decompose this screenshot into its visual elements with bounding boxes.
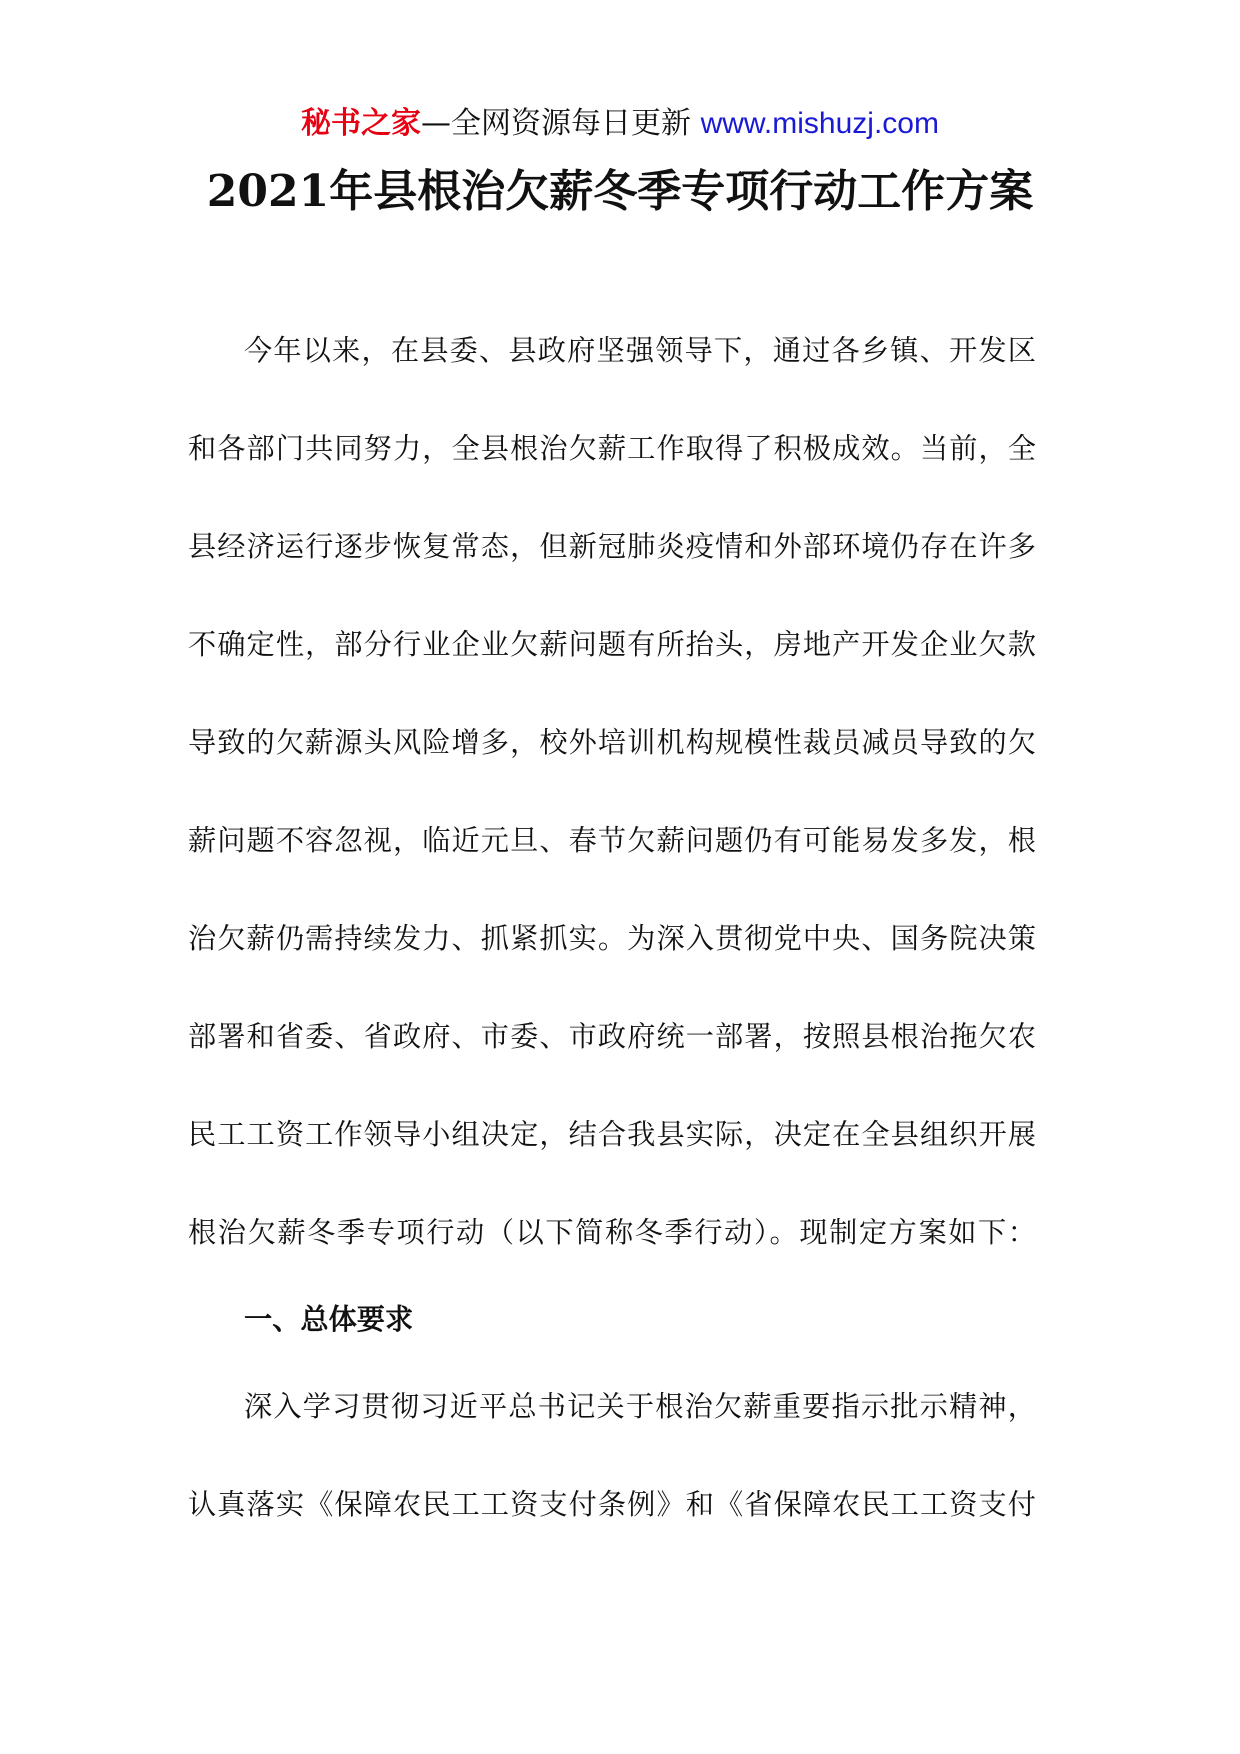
paragraph-line: 认真落实《保障农民工工资支付条例》和《省保障农民工工资支付 <box>188 1488 1036 1521</box>
paragraph-line: 部署和省委、省政府、市委、市政府统一部署，按照县根治拖欠农 <box>188 1020 1036 1053</box>
site-brand: 秘书之家 <box>301 106 422 141</box>
section-heading: 一、总体要求 <box>244 1303 414 1336</box>
section-paragraph <box>188 1358 1036 1554</box>
intro-paragraph <box>188 302 1036 1282</box>
paragraph-line: 深入学习贯彻习近平总书记关于根治欠薪重要指示批示精神， <box>244 1390 1036 1423</box>
document-body <box>188 302 1036 1554</box>
site-header <box>0 100 1240 148</box>
site-url-link[interactable]: www.mishuzj.com <box>700 107 939 140</box>
paragraph-line: 不确定性，部分行业企业欠薪问题有所抬头，房地产开发企业欠款 <box>188 628 1036 661</box>
paragraph-line: 县经济运行逐步恢复常态，但新冠肺炎疫情和外部环境仍存在许多 <box>188 530 1036 563</box>
paragraph-line: 和各部门共同努力，全县根治欠薪工作取得了积极成效。当前，全 <box>188 432 1036 465</box>
paragraph-line: 根治欠薪冬季专项行动（以下简称冬季行动）。现制定方案如下： <box>188 1216 1036 1249</box>
paragraph-line: 治欠薪仍需持续发力、抓紧抓实。为深入贯彻党中央、国务院决策 <box>188 922 1036 955</box>
paragraph-line: 导致的欠薪源头风险增多，校外培训机构规模性裁员减员导致的欠 <box>188 726 1036 759</box>
paragraph-line: 民工工资工作领导小组决定，结合我县实际，决定在全县组织开展 <box>188 1118 1036 1151</box>
site-slogan: —全网资源每日更新 <box>421 106 701 141</box>
document-title: 2021年县根治欠薪冬季专项行动工作方案 <box>206 166 1034 217</box>
paragraph-line: 今年以来，在县委、县政府坚强领导下，通过各乡镇、开发区 <box>244 334 1036 367</box>
paragraph-line: 薪问题不容忽视，临近元旦、春节欠薪问题仍有可能易发多发，根 <box>188 824 1036 857</box>
